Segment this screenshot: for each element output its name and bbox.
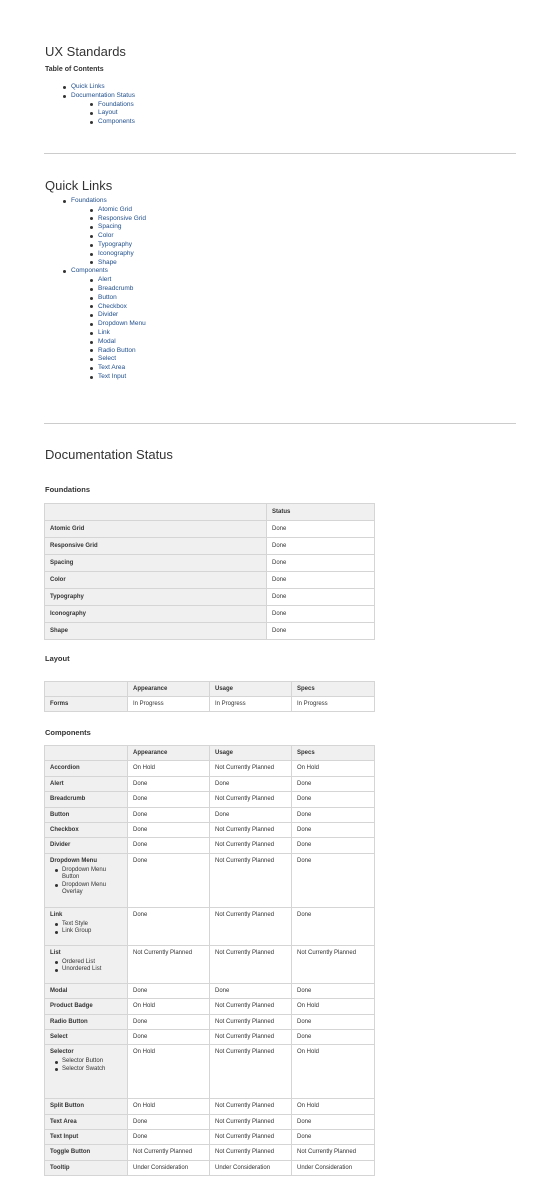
quick-links-item	[71, 373, 345, 382]
status-cell: Under Consideration	[128, 1160, 210, 1175]
foundations-heading: Foundations	[45, 485, 90, 494]
table-row	[45, 822, 375, 837]
row-header: Atomic Grid	[45, 521, 267, 538]
row-header	[45, 945, 128, 983]
quick-link[interactable]: Select	[98, 355, 117, 363]
component-name: Accordion	[50, 765, 80, 772]
quick-link[interactable]: Checkbox	[98, 302, 127, 310]
row-header	[45, 999, 128, 1014]
quick-link[interactable]: Typography	[98, 240, 132, 248]
quick-links-list	[45, 197, 345, 382]
components-table	[44, 745, 375, 1176]
toc-item	[45, 92, 345, 127]
status-cell: Done	[292, 853, 375, 907]
toc-subitem	[71, 101, 345, 110]
table-row	[45, 792, 375, 807]
quick-link[interactable]: Atomic Grid	[98, 205, 132, 213]
quick-link[interactable]: Button	[98, 293, 117, 301]
row-header	[45, 1014, 128, 1029]
component-name: Button	[50, 811, 70, 818]
quick-link[interactable]: Foundations	[71, 197, 107, 204]
component-sublist	[50, 1058, 122, 1073]
divider	[44, 423, 516, 424]
component-name: Text Input	[50, 1134, 79, 1141]
table-header-row	[45, 504, 375, 521]
toc-link[interactable]: Foundations	[98, 100, 134, 108]
component-subitem: Unordered List	[50, 966, 122, 973]
row-header	[45, 776, 128, 791]
quick-links-item	[71, 285, 345, 294]
row-header: Shape	[45, 623, 267, 640]
status-cell: Done	[128, 1029, 210, 1044]
status-cell: Done	[128, 792, 210, 807]
row-header	[45, 983, 128, 998]
component-name: Modal	[50, 987, 68, 994]
column-header	[45, 504, 267, 521]
table-header-row	[45, 746, 375, 761]
status-cell: Not Currently Planned	[210, 761, 292, 776]
status-cell: Not Currently Planned	[210, 1099, 292, 1114]
documentation-status-title: Documentation Status	[45, 447, 173, 462]
table-row	[45, 1160, 375, 1175]
component-name: Product Badge	[50, 1003, 93, 1010]
status-cell: Not Currently Planned	[210, 822, 292, 837]
component-subitem: Selector Button	[50, 1058, 122, 1065]
component-name: Select	[50, 1033, 68, 1040]
status-cell: Under Consideration	[210, 1160, 292, 1175]
table-row	[45, 572, 375, 589]
status-cell: On Hold	[128, 999, 210, 1014]
status-cell: Done	[292, 1114, 375, 1129]
status-cell: Not Currently Planned	[210, 1145, 292, 1160]
table-row	[45, 1145, 375, 1160]
component-name: Link	[50, 911, 63, 918]
table-row	[45, 907, 375, 945]
toc-subitem	[71, 109, 345, 118]
status-cell: Not Currently Planned	[210, 907, 292, 945]
row-header	[45, 807, 128, 822]
quick-links-sublist	[71, 206, 345, 268]
column-header: Usage	[210, 746, 292, 761]
table-row	[45, 983, 375, 998]
table-row	[45, 1014, 375, 1029]
table-row	[45, 606, 375, 623]
status-cell: On Hold	[128, 761, 210, 776]
status-cell: Done	[267, 555, 375, 572]
component-subitem: Link Group	[50, 928, 122, 935]
quick-link[interactable]: Text Input	[98, 372, 127, 380]
components-heading: Components	[45, 728, 91, 737]
component-subitem: Text Style	[50, 921, 122, 928]
layout-heading: Layout	[45, 654, 70, 663]
quick-link[interactable]: Divider	[98, 311, 119, 319]
component-subitem: Dropdown Menu Button	[50, 867, 122, 882]
quick-links-item	[71, 320, 345, 329]
row-header	[45, 838, 128, 853]
status-cell: Done	[210, 776, 292, 791]
quick-links-item	[71, 347, 345, 356]
column-header: Specs	[292, 682, 375, 697]
component-name: Divider	[50, 842, 71, 849]
quick-link[interactable]: Radio Button	[98, 346, 136, 354]
status-cell: On Hold	[292, 1099, 375, 1114]
status-cell: Not Currently Planned	[128, 945, 210, 983]
quick-link[interactable]: Link	[98, 328, 110, 336]
quick-links-sublist	[71, 276, 345, 382]
status-cell: Not Currently Planned	[210, 999, 292, 1014]
status-cell: Not Currently Planned	[210, 1114, 292, 1129]
component-sublist	[50, 921, 122, 936]
component-name: Text Area	[50, 1118, 77, 1125]
column-header: Specs	[292, 746, 375, 761]
table-row	[45, 999, 375, 1014]
table-row	[45, 538, 375, 555]
toc-item	[45, 83, 345, 92]
status-cell: Not Currently Planned	[210, 838, 292, 853]
component-name: Selector	[50, 1049, 74, 1056]
status-cell: Done	[128, 1130, 210, 1145]
status-cell: Done	[267, 521, 375, 538]
status-cell: Not Currently Planned	[210, 1130, 292, 1145]
table-row	[45, 838, 375, 853]
row-header	[45, 761, 128, 776]
quick-links-item	[71, 232, 345, 241]
component-name: Breadcrumb	[50, 796, 86, 803]
toc-subitem	[71, 118, 345, 127]
status-cell: Not Currently Planned	[292, 1145, 375, 1160]
status-cell: Not Currently Planned	[210, 945, 292, 983]
status-cell: Done	[292, 838, 375, 853]
quick-links-item	[71, 303, 345, 312]
quick-links-item	[71, 338, 345, 347]
status-cell: Done	[292, 1130, 375, 1145]
status-cell: Done	[292, 822, 375, 837]
row-header: Typography	[45, 589, 267, 606]
status-cell: Done	[128, 838, 210, 853]
status-cell: Done	[292, 792, 375, 807]
status-cell: Done	[128, 1114, 210, 1129]
toc-heading: Table of Contents	[45, 66, 104, 73]
quick-links-item	[71, 329, 345, 338]
layout-table	[44, 681, 375, 712]
row-header: Iconography	[45, 606, 267, 623]
quick-link[interactable]: Modal	[98, 337, 116, 345]
status-cell: Done	[267, 606, 375, 623]
quick-links-item	[71, 311, 345, 320]
quick-links-item	[71, 206, 345, 215]
foundations-table	[44, 503, 375, 640]
status-cell: Not Currently Planned	[210, 1014, 292, 1029]
quick-links-group	[45, 197, 345, 267]
row-header	[45, 907, 128, 945]
row-header: Color	[45, 572, 267, 589]
quick-link[interactable]: Color	[98, 232, 114, 240]
status-cell: On Hold	[292, 761, 375, 776]
component-name: Split Button	[50, 1103, 84, 1110]
status-cell: Done	[292, 1014, 375, 1029]
row-header	[45, 1160, 128, 1175]
status-cell: On Hold	[292, 999, 375, 1014]
quick-links-item	[71, 355, 345, 364]
quick-link[interactable]: Spacing	[98, 223, 122, 231]
table-of-contents	[45, 83, 345, 127]
row-header	[45, 1145, 128, 1160]
status-cell: Done	[267, 623, 375, 640]
status-cell: Done	[292, 907, 375, 945]
column-header: Appearance	[128, 682, 210, 697]
row-header	[45, 1099, 128, 1114]
row-header	[45, 822, 128, 837]
quick-link[interactable]: Iconography	[98, 249, 134, 257]
component-name: Dropdown Menu	[50, 857, 97, 864]
status-cell: Done	[128, 1014, 210, 1029]
toc-link[interactable]: Quick Links	[71, 83, 105, 90]
quick-links-item	[71, 241, 345, 250]
toc-sublist	[71, 101, 345, 127]
row-header: Forms	[45, 697, 128, 712]
quick-links-item	[71, 294, 345, 303]
toc-link[interactable]: Components	[98, 118, 135, 126]
status-cell: Done	[128, 776, 210, 791]
table-row	[45, 589, 375, 606]
status-cell: Not Currently Planned	[292, 945, 375, 983]
table-row	[45, 1045, 375, 1099]
status-cell: Under Consideration	[292, 1160, 375, 1175]
table-row	[45, 697, 375, 712]
table-row	[45, 776, 375, 791]
component-subitem: Dropdown Menu Overlay	[50, 882, 122, 897]
column-header: Usage	[210, 682, 292, 697]
status-cell: Done	[292, 983, 375, 998]
status-cell: In Progress	[128, 697, 210, 712]
table-row	[45, 1099, 375, 1114]
status-cell: Done	[267, 589, 375, 606]
table-row	[45, 521, 375, 538]
table-row	[45, 1029, 375, 1044]
quick-links-item	[71, 259, 345, 268]
toc-link[interactable]: Documentation Status	[71, 91, 135, 99]
component-sublist	[50, 867, 122, 897]
component-subitem: Selector Swatch	[50, 1066, 122, 1073]
quick-links-item	[71, 250, 345, 259]
component-name: List	[50, 949, 61, 956]
quick-links-title: Quick Links	[45, 178, 113, 193]
status-cell: Not Currently Planned	[210, 1029, 292, 1044]
status-cell: Done	[267, 538, 375, 555]
status-cell: Done	[128, 807, 210, 822]
page-title: UX Standards	[45, 44, 126, 59]
status-cell: Done	[210, 807, 292, 822]
component-name: Tooltip	[50, 1164, 70, 1171]
component-name: Toggle Button	[50, 1149, 91, 1156]
row-header: Responsive Grid	[45, 538, 267, 555]
row-header	[45, 1114, 128, 1129]
status-cell: Done	[128, 907, 210, 945]
column-header: Status	[267, 504, 375, 521]
component-name: Checkbox	[50, 826, 79, 833]
status-cell: In Progress	[210, 697, 292, 712]
table-row	[45, 1114, 375, 1129]
quick-link[interactable]: Dropdown Menu	[98, 320, 146, 328]
row-header	[45, 1130, 128, 1145]
component-sublist	[50, 959, 122, 974]
component-name: Alert	[50, 780, 64, 787]
status-cell: In Progress	[292, 697, 375, 712]
row-header: Spacing	[45, 555, 267, 572]
status-cell: Not Currently Planned	[128, 1145, 210, 1160]
column-header	[45, 746, 128, 761]
quick-link[interactable]: Text Area	[98, 364, 126, 372]
row-header	[45, 1029, 128, 1044]
status-cell: Done	[128, 853, 210, 907]
column-header	[45, 682, 128, 697]
quick-links-item	[71, 364, 345, 373]
table-row	[45, 623, 375, 640]
status-cell: Not Currently Planned	[210, 792, 292, 807]
status-cell: Done	[128, 983, 210, 998]
status-cell: On Hold	[128, 1045, 210, 1099]
status-cell: Done	[128, 822, 210, 837]
quick-link[interactable]: Components	[71, 267, 108, 275]
status-cell: Done	[292, 1029, 375, 1044]
quick-links-item	[71, 276, 345, 285]
status-cell: Done	[292, 807, 375, 822]
status-cell: Done	[292, 776, 375, 791]
quick-links-item	[71, 223, 345, 232]
quick-link[interactable]: Breadcrumb	[98, 284, 134, 292]
table-row	[45, 807, 375, 822]
quick-links-item	[71, 215, 345, 224]
component-name: Radio Button	[50, 1018, 88, 1025]
quick-links-group	[45, 267, 345, 381]
status-cell: Not Currently Planned	[210, 853, 292, 907]
row-header	[45, 792, 128, 807]
status-cell: Not Currently Planned	[210, 1045, 292, 1099]
status-cell: On Hold	[292, 1045, 375, 1099]
status-cell: Done	[210, 983, 292, 998]
status-cell: On Hold	[128, 1099, 210, 1114]
quick-link[interactable]: Shape	[98, 258, 117, 266]
table-row	[45, 1130, 375, 1145]
quick-link[interactable]: Responsive Grid	[98, 214, 147, 222]
component-subitem: Ordered List	[50, 959, 122, 966]
toc-link[interactable]: Layout	[98, 109, 118, 117]
row-header	[45, 1045, 128, 1099]
table-header-row	[45, 682, 375, 697]
table-row	[45, 945, 375, 983]
column-header: Appearance	[128, 746, 210, 761]
status-cell: Done	[267, 572, 375, 589]
table-row	[45, 853, 375, 907]
table-row	[45, 555, 375, 572]
table-row	[45, 761, 375, 776]
divider	[44, 153, 516, 154]
quick-link[interactable]: Alert	[98, 276, 112, 284]
row-header	[45, 853, 128, 907]
